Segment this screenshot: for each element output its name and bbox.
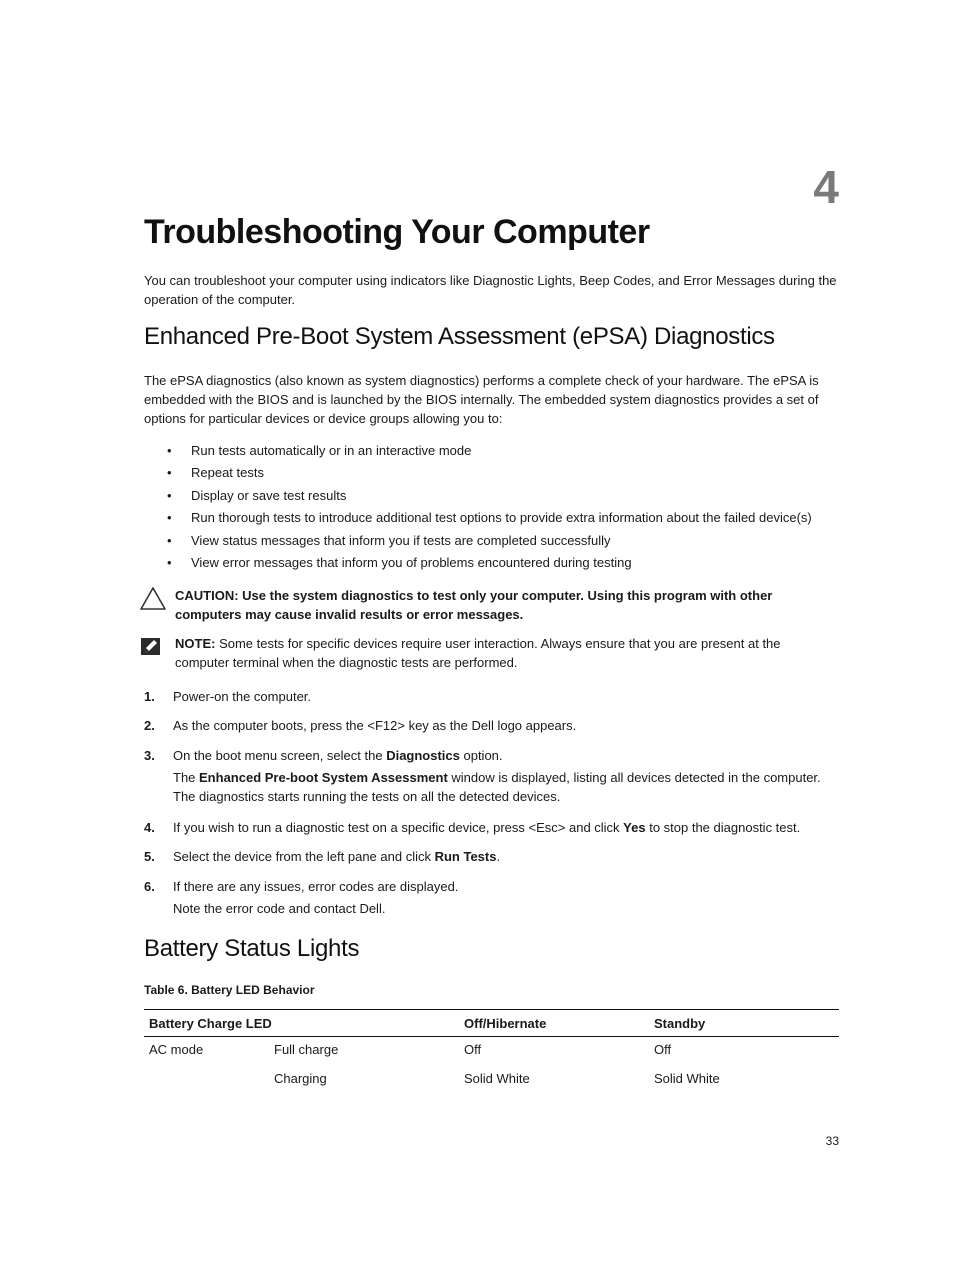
chapter-title: Troubleshooting Your Computer (144, 213, 650, 251)
table-cell: Off (464, 1042, 482, 1057)
caution-text: CAUTION: Use the system diagnostics to test only your computer. Using this program with other computers may cause invalid results or error messages. (175, 588, 773, 622)
list-item: • Display or save test results (167, 487, 347, 503)
list-item: • View status messages that inform you if tests are completed successfully (167, 532, 611, 548)
epsa-heading: Enhanced Pre-Boot System Assessment (ePSA) Diagnostics (144, 323, 775, 350)
list-item: • View error messages that inform you of problems encountered during testing (167, 554, 632, 570)
caution-triangle-icon (140, 586, 166, 615)
epsa-description: The ePSA diagnostics (also known as system diagnostics) performs a complete check of your hardware. The ePSA is embedded with the BIOS and is launched by the BIOS internally. The embedded system diagnostics provides a set of options for particular devices or device groups allowing you to: (144, 373, 819, 426)
diagnostics-option: Diagnostics (386, 748, 460, 763)
table-cell (144, 1066, 269, 1095)
table-row (144, 1066, 839, 1095)
table-row (144, 1037, 839, 1067)
document-page: 4 Troubleshooting Your Computer You can troubleshoot your computer using indicators like Diagnostic Lights, Beep Codes, and Error Messages during the operation of the computer. Enhanced Pre-Boot System Assessment (ePSA) Diagnostics The ePSA diagnostics (also known as system diagnostics) performs a complete check of your hardware. The ePSA is embedded with the BIOS and is launched by the BIOS internally. The embedded system diagnostics provides a set of options for particular devices or device groups allowing you to: • Run tests automatically or in an interactive mode • Repeat tests • Display or save test results • Run thorough tests to introduce additional test options to provide extra information about the failed device(s) • View status messages that inform you if tests are completed successfully • View error messages that inform you of problems encountered during testing CAUTION: Use the system diagnostics to test only your computer. Using this program with other computers may cause invalid results or error messages. NOTE: Some tests for specific devices require user interaction. Always ensure that you are present at the computer terminal when the diagnostic tests are performed. 1. Power-on the computer. 2. As the computer boots, press the <F12> key as the Dell logo appears. 3. On the boot menu screen, select the Diagnostics option. The Enhanced Pre-boot System Assessment window is displayed, listing all devices detected in the computer. The diagnostics starts running the tests on all the detected devices. 4. If you wish to run a diagnostic test on a specific device, press <Esc> and click Yes to stop the diagnostic test. 5. Select the device from the left pane and click Run Tests. 6. If there are any issues, error codes are displayed. Note the error code and contact Dell. Battery Status Lights Table 6. Battery LED Behavior Battery Charge LED Off/Hibernate Standby AC mode Full charge Off Off Charging Solid White Solid White 33 (0, 0, 954, 1268)
epsa-bullet-list (164, 441, 844, 575)
table-header-row (144, 1010, 839, 1037)
page-number: 33 (825, 1134, 839, 1148)
list-item: • Repeat tests (167, 465, 264, 481)
table-caption: Table 6. Battery LED Behavior (144, 983, 315, 997)
list-item: • Run thorough tests to introduce additional test options to provide extra information about the failed device(s) (167, 510, 812, 526)
battery-heading: Battery Status Lights (144, 935, 360, 962)
table-cell: AC mode (149, 1042, 204, 1057)
note-pencil-icon (140, 637, 162, 662)
note-label: NOTE: (175, 636, 216, 651)
intro-paragraph: You can troubleshoot your computer using indicators like Diagnostic Lights, Beep Codes, and Error Messages during the operation of the computer. (144, 273, 837, 307)
table-cell: Charging (274, 1071, 327, 1086)
step-6-detail: Note the error code and contact Dell. (173, 901, 386, 916)
step-3-detail: The Enhanced Pre-boot System Assessment window is displayed, listing all devices detected in the computer. The diagnostics starts running the tests on all the detected devices. (173, 770, 821, 804)
table-cell: Full charge (274, 1042, 339, 1057)
column-header: Battery Charge LED (144, 1010, 459, 1037)
chapter-number: 4 (813, 161, 839, 213)
table-cell: Solid White (654, 1071, 720, 1086)
column-header: Standby (649, 1010, 839, 1037)
table-cell: Off (654, 1042, 672, 1057)
table-cell: Solid White (464, 1071, 530, 1086)
battery-led-table (144, 1009, 839, 1095)
column-header: Off/Hibernate (459, 1010, 649, 1037)
note-text: NOTE: Some tests for specific devices require user interaction. Always ensure that you are present at the computer terminal when the diagnostic tests are performed. (175, 636, 781, 670)
list-item: • Run tests automatically or in an interactive mode (167, 443, 472, 458)
